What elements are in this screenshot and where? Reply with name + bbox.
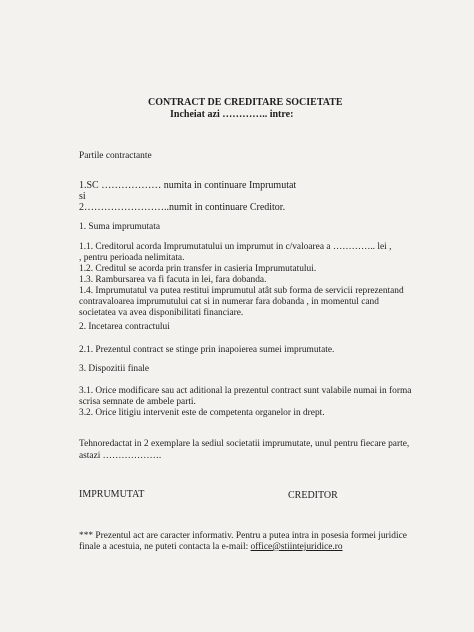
contract-subtitle: Incheiat azi ………….. intre:	[170, 109, 294, 120]
closing-line-1: Tehnoredactat in 2 exemplare la sediul societatii imprumutate, unul pentru fiecare parte,	[79, 439, 410, 449]
section-2-heading: 2. Incetarea contractului	[79, 322, 170, 332]
party-and: si	[79, 191, 86, 202]
clause-1-3: 1.3. Rambursarea va fi facuta in lei, fara dobanda.	[79, 275, 267, 285]
clause-3-1-line-2: scrisa semnate de ambele parti.	[79, 397, 196, 407]
clause-3-2: 3.2. Orice litigiu intervenit este de competenta organelor in drept.	[79, 408, 325, 418]
contract-title: CONTRACT DE CREDITARE SOCIETATE	[148, 97, 343, 108]
clause-1-4-line-2: contravaloarea imprumutului cat si in numerar fara dobanda , in momentul cand	[79, 297, 379, 307]
clause-2-1: 2.1. Prezentul contract se stinge prin inapoierea sumei imprumutate.	[79, 345, 335, 355]
closing-line-2: astazi ……………….	[79, 451, 162, 461]
clause-1-1-line-1: 1.1. Creditorul acorda Imprumutatului un imprumut in c/valoarea a ………….. lei ,	[79, 242, 392, 252]
clause-1-1-line-2: , pentru perioada nelimitata.	[79, 253, 185, 263]
signature-imprumutat: IMPRUMUTAT	[79, 489, 145, 500]
section-3-heading: 3. Dispozitii finale	[79, 364, 150, 374]
clause-1-2: 1.2. Creditul se acorda prin transfer in casieria Imprumutatului.	[79, 264, 317, 274]
clause-1-4-line-1: 1.4. Imprumutatul va putea restitui imprumutul atât sub forma de servicii reprezentand	[79, 286, 404, 296]
clause-3-1-line-1: 3.1. Orice modificare sau act aditional la prezentul contract sunt valabile numai in forma	[79, 386, 412, 396]
footer-note-line-2	[79, 542, 343, 553]
contact-email-link[interactable]: office@stiintejuridice.ro	[250, 542, 343, 552]
footer-note-line-1: *** Prezentul act are caracter informativ. Pentru a putea intra in posesia formei juridice	[79, 531, 407, 541]
signature-creditor: CREDITOR	[288, 490, 338, 501]
party-1: 1.SC ……………… numita in continuare Imprumutat	[79, 180, 297, 191]
clause-1-4-line-3: societatea va avea disponibilitati financiare.	[79, 308, 244, 318]
party-2: 2……………………..numit in continuare Creditor.	[79, 202, 286, 213]
footer-note-prefix: finale a acestuia, ne puteti contacta la e-mail:	[79, 542, 251, 552]
parties-heading: Partile contractante	[79, 151, 152, 161]
section-1-heading: 1. Suma imprumutata	[79, 222, 160, 232]
